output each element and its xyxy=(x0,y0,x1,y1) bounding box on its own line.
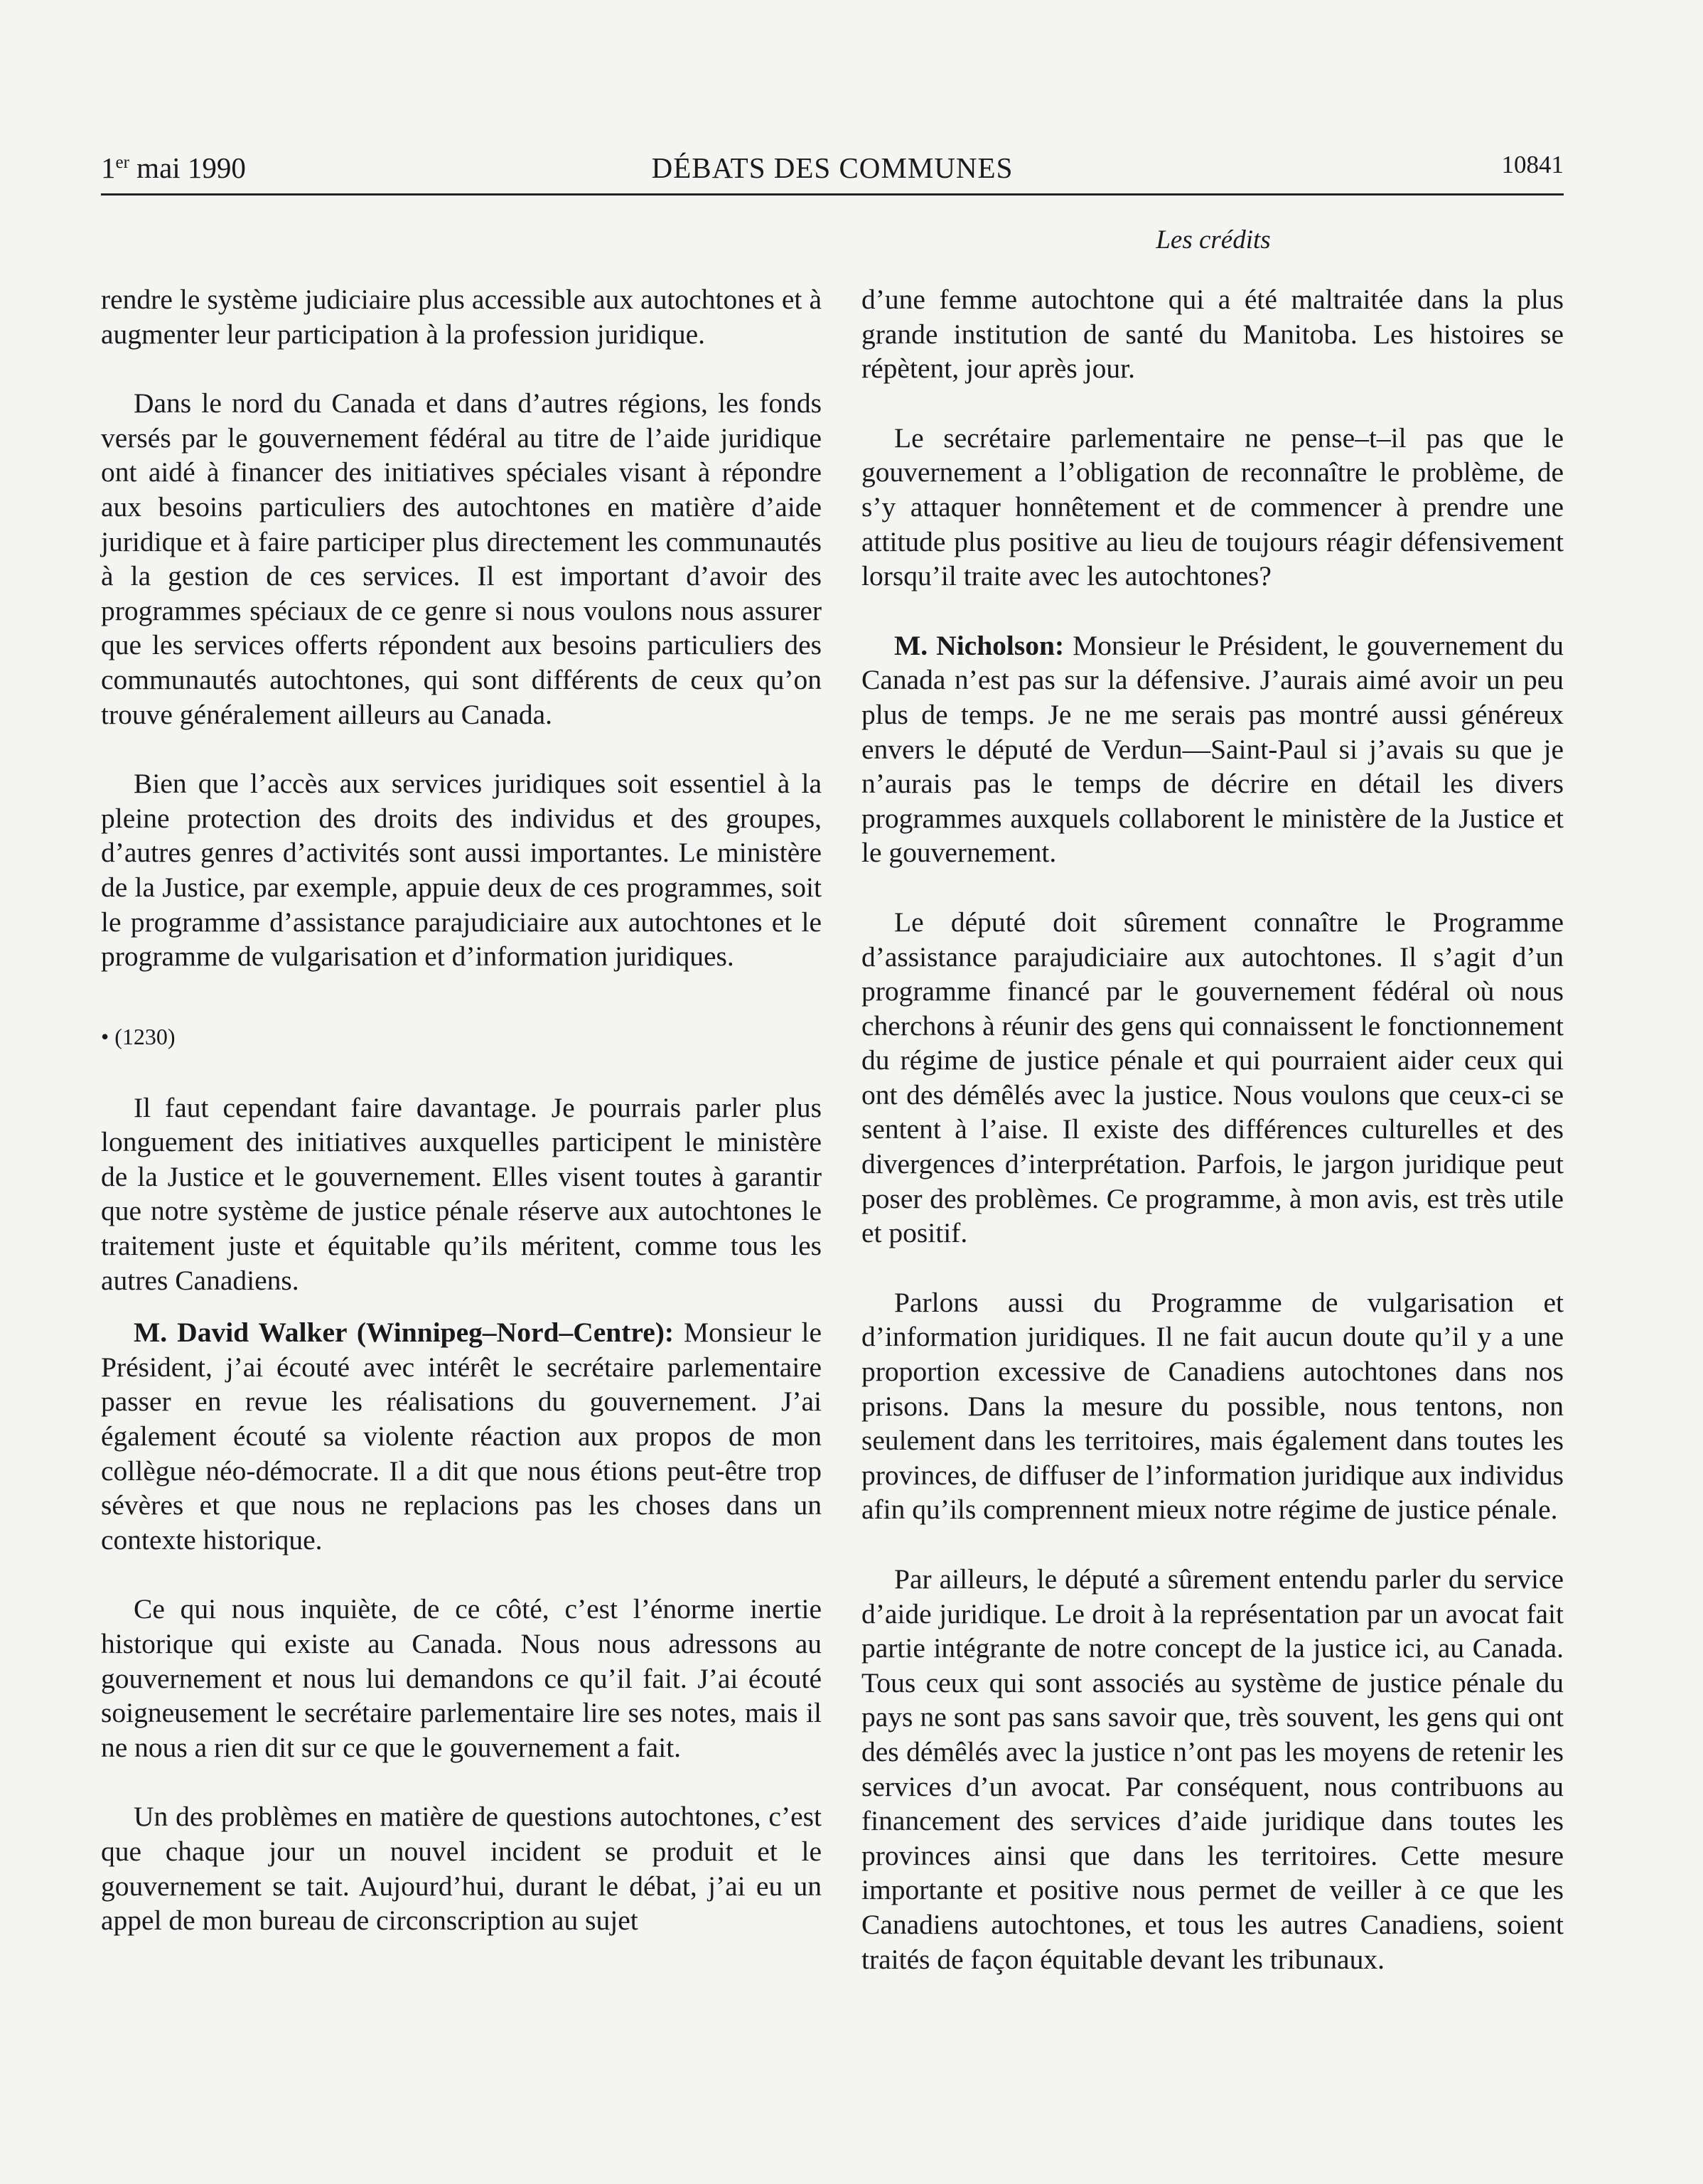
speech-text: Monsieur le Président, le gouvernement du Canada n’est pas sur la défensive. J’aurais aimé avoir un peu plus de temps. Je ne me serais pas montré aussi généreux envers le député de Verdun—Saint-Paul si j’avais su que je n’aurais pas le temps de décrire en détail les divers programmes auxquels collaborent le ministère de la Justice et le gouvernement. xyxy=(861,629,1564,869)
time-marker: • (1230) xyxy=(101,1023,176,1049)
paragraph: Un des problèmes en matière de questions autochtones, c’est que chaque jour un nouvel incident se produit et le gouvernement se tait. Aujourd’hui, durant le débat, j’ai eu un appel de mon bureau de circonscription au sujet xyxy=(101,1801,822,1937)
paragraph: Parlons aussi du Programme de vulgarisation et d’information juridiques. Il ne fait aucun doute qu’il y a une proportion excessive de Canadiens autochtones dans nos prisons. Dans la mesure du possible, nous tentons, non seulement dans les territoires, mais également dans toutes les provinces, de diffuser de l’information juridique aux individus afin qu’ils comprennent mieux notre régime de justice pénale. xyxy=(861,1286,1564,1526)
left-column xyxy=(101,282,822,1938)
header-date-month: mai 1990 xyxy=(129,151,246,184)
paragraph: Ce qui nous inquiète, de ce côté, c’est l’énorme inertie historique qui existe au Canada. Nous nous adressons au gouvernement et nous lui demandons ce qu’il fait. J’ai écouté soigneusement le secrétaire parlementaire lire ses notes, mais il ne nous a rien dit sur ce que le gouvernement a fait. xyxy=(101,1593,822,1763)
speech-paragraph xyxy=(861,628,1564,870)
section-subtitle: Les crédits xyxy=(1156,225,1271,255)
paragraph: rendre le système judiciaire plus accessible aux autochtones et à augmenter leur participation à la profession juridique. xyxy=(101,284,822,350)
header-date-sup: er xyxy=(115,153,129,172)
paragraph: Dans le nord du Canada et dans d’autres régions, les fonds versés par le gouvernement fédéral au titre de l’aide juridique ont aidé à financer des initiatives spéciales visant à répondre aux besoins particuliers des autochtones en matière d’aide juridique et à faire participer plus directement les communautés à la gestion de ces services. Il est important d’avoir des programmes spéciaux de ce genre si nous voulons nous assurer que les services offerts répondent aux besoins particuliers des communautés autochtones, qui sont différents de ceux qu’on trouve généralement ailleurs au Canada. xyxy=(101,387,822,730)
page-number: 10841 xyxy=(1501,151,1564,178)
paragraph: Le député doit sûrement connaître le Programme d’assistance parajudiciaire aux autochtones. Il s’agit d’un programme financé par le gouvernement fédéral où nous cherchons à réunir des gens qui connaissent le fonctionnement du régime de justice pénale et qui pourraient aider ceux qui ont des démêlés avec la justice. Nous voulons que ceux-ci se sentent à l’aise. Il existe des différences culturelles et des divergences d’interprétation. Parfois, le jargon juridique peut poser des problèmes. Ce programme, à mon avis, est très utile et positif. xyxy=(861,906,1564,1249)
paragraph: Il faut cependant faire davantage. Je pourrais parler plus longuement des initiatives auxquelles participent le ministère de la Justice et le gouvernement. Elles visent toutes à garantir que notre système de justice pénale réserve aux autochtones le traitement juste et équitable qu’ils méritent, comme tous les autres Canadiens. xyxy=(101,1091,822,1296)
speaker-name: M. Nicholson: xyxy=(894,629,1065,661)
paragraph: Le secrétaire parlementaire ne pense–t–il pas que le gouvernement a l’obligation de reconnaître le problème, de s’y attaquer honnêtement et de commencer à prendre une attitude plus positive au lieu de toujours réagir défensivement lorsqu’il traite avec les autochtones? xyxy=(861,422,1564,592)
paragraph: Bien que l’accès aux services juridiques soit essentiel à la pleine protection des droits des individus et des groupes, d’autres genres d’activités sont aussi importantes. Le ministère de la Justice, par exemple, appuie deux de ces programmes, soit le programme d’assistance parajudiciaire aux autochtones et le programme de vulgarisation et d’information juridiques. xyxy=(101,768,822,973)
right-column xyxy=(861,282,1564,1976)
header-title: DÉBATS DES COMMUNES xyxy=(651,151,1014,184)
speech-text: Monsieur le Président, j’ai écouté avec intérêt le secrétaire parlementaire passer en revue les réalisations du gouvernement. J’ai également écouté sa violente réaction aux propos de mon collègue néo-démocrate. Il a dit que nous étions peut-être trop sévères et que nous ne replacions pas les choses dans un contexte historique. xyxy=(101,1317,822,1556)
speaker-name: M. David Walker (Winnipeg–Nord–Centre): xyxy=(134,1317,675,1349)
header-date-day: 1 xyxy=(101,151,116,184)
speech-paragraph xyxy=(101,1315,822,1557)
paragraph: Par ailleurs, le député a sûrement entendu parler du service d’aide juridique. Le droit à la représentation par un avocat fait partie intégrante de notre concept de la justice ici, au Canada. Tous ceux qui sont associés au système de justice pénale du pays ne sont pas sans savoir que, très souvent, les gens qui ont des démêlés avec la justice n’ont pas les moyens de retenir les services d’un avocat. Par conséquent, nous contribuons au financement des services d’aide juridique dans toutes les provinces ainsi que dans les territoires. Cette mesure importante et positive nous permet de veiller à ce que les Canadiens autochtones, et tous les autres Canadiens, soient traités de façon équitable devant les tribunaux. xyxy=(861,1563,1564,1975)
paragraph: d’une femme autochtone qui a été maltraitée dans la plus grande institution de santé du Manitoba. Les histoires se répètent, jour après jour. xyxy=(861,284,1564,385)
page-header xyxy=(101,151,1564,196)
